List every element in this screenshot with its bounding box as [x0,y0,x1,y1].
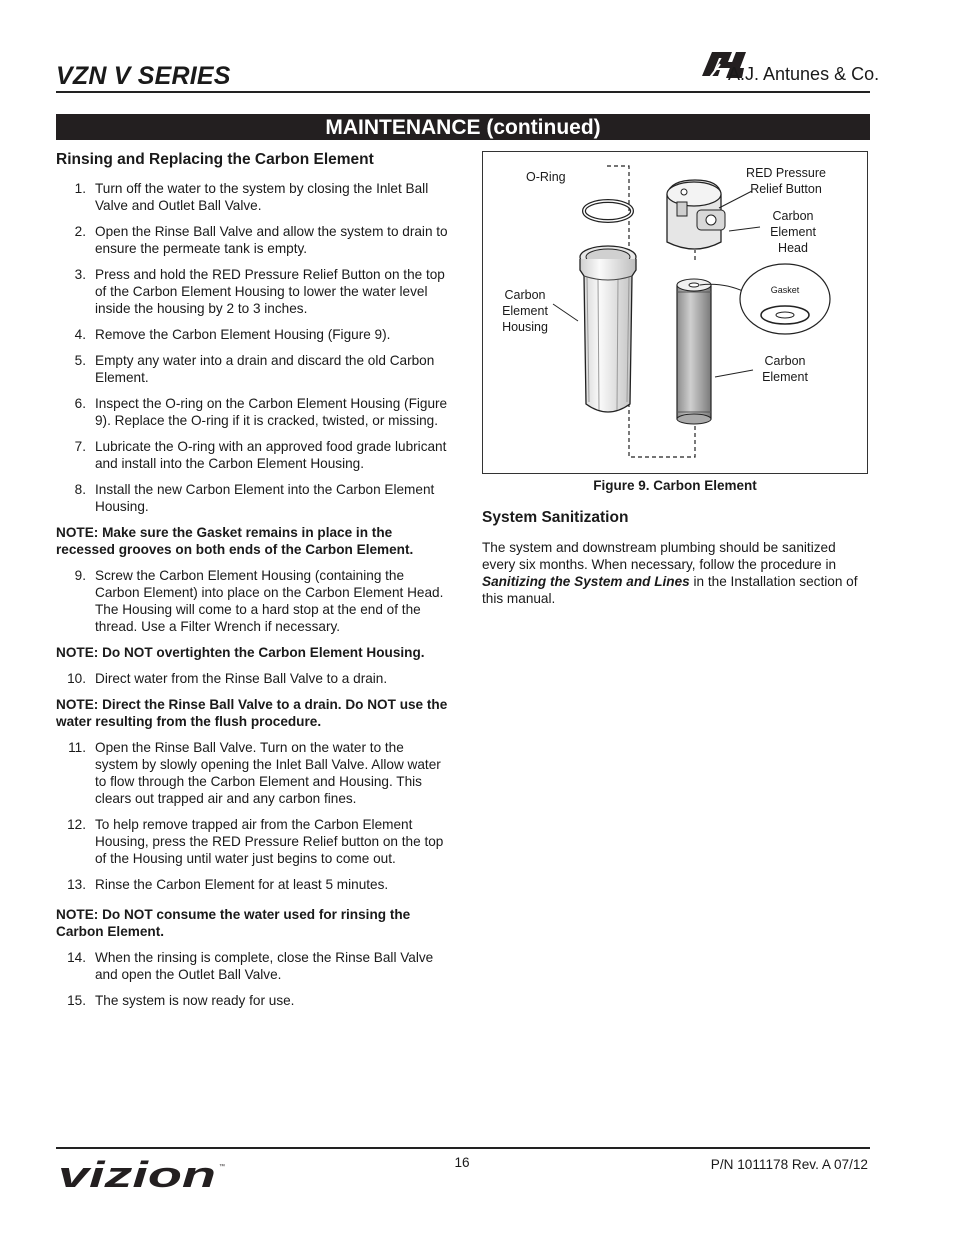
step-number: 4. [74,327,86,342]
rinsing-heading: Rinsing and Replacing the Carbon Element [56,151,374,168]
label-line: Relief Button [750,182,822,196]
step-text: Inspect the O-ring on the Carbon Element Housing (Figure 9). Replace the O-ring if it is cracked, twisted, or missing. [95,396,448,428]
step-number: 11. [68,740,86,755]
footer-rule [56,1147,870,1149]
label-line: Element [502,304,548,318]
para-text: The system and downstream plumbing should be sanitized every six months. When necessary, follow the procedure in [482,540,837,572]
section-banner: MAINTENANCE (continued) [56,114,870,140]
step-number: 10. [67,671,86,686]
page-number: 16 [454,1155,470,1170]
step-number: 13. [67,877,86,892]
label-line: Element [770,225,816,239]
step-text: Install the new Carbon Element into the Carbon Element Housing. [95,482,435,514]
vizion-logo-icon [56,1158,231,1190]
list-item [56,992,448,1009]
step-text: Press and hold the RED Pressure Relief Button on the top of the Carbon Element Housing to lower the water level inside the housing by 2 to 3 inches. [95,267,445,316]
para-text: in the Installation section of this manual. [482,574,858,606]
step-text: Screw the Carbon Element Housing (containing the Carbon Element) into place on the Carbon Element Head. The Housing will come to a hard stop at the end of the thread. Use a Filter Wrench if necessary. [95,568,444,634]
step-text: Open the Rinse Ball Valve. Turn on the water to the system by slowly opening the Inlet Ball Valve. Allow water to flow through the Carbon Element and Housing. This clears out trapped air and any carbon fines. [95,740,441,806]
label-relief-button [744,165,828,197]
part-number: P/N 1011178 Rev. A 07/12 [710,1157,868,1172]
list-item [56,949,448,983]
step-number: 9. [74,568,86,583]
step-number: 3. [74,267,86,282]
list-item [56,670,448,687]
figure-carbon-element [482,151,868,474]
note-drain: NOTE: Direct the Rinse Ball Valve to a drain. Do NOT use the water resulting from the flush procedure. [56,697,448,729]
label-gasket: Gasket [770,285,800,295]
step-number: 7. [74,439,86,454]
label-housing [498,287,552,335]
list-item [56,326,448,343]
step-number: 8. [74,482,86,497]
step-number: 1. [74,181,86,196]
step-number: 5. [74,353,86,368]
sanitization-paragraph [482,539,872,607]
label-line: Element [762,370,808,384]
step-number: 6. [74,396,86,411]
list-item [56,180,448,214]
para-emphasis: Sanitizing the System and Lines [482,574,690,589]
label-line: Carbon [764,354,806,368]
figure-caption: Figure 9. Carbon Element [593,478,757,493]
step-text: Lubricate the O-ring with an approved food grade lubricant and install into the Carbon Element Housing. [95,439,447,471]
leader-housing [553,304,578,321]
step-text: Turn off the water to the system by closing the Inlet Ball Valve and Outlet Ball Valve. [95,181,429,213]
company-name: A.J. Antunes & Co. [728,64,880,84]
step-text: Remove the Carbon Element Housing (Figure 9). [95,327,391,342]
label-line: RED Pressure [746,166,826,180]
note-gasket: NOTE: Make sure the Gasket remains in place in the recessed grooves on both ends of the Carbon Element. [56,525,414,557]
series-title: VZN V SERIES [56,62,231,90]
step-text: The system is now ready for use. [95,993,295,1008]
header-rule [56,91,870,93]
list-item [56,266,448,317]
step-text: Open the Rinse Ball Valve and allow the system to drain to ensure the permeate tank is empty. [95,224,448,256]
label-element-head [767,208,819,256]
label-o-ring: O-Ring [526,170,566,184]
list-item [56,395,448,429]
note-overtighten: NOTE: Do NOT overtighten the Carbon Element Housing. [56,645,425,660]
rinsing-procedure [56,180,448,1018]
list-item [56,567,448,635]
sanitization-heading: System Sanitization [482,509,629,526]
step-number: 2. [74,224,86,239]
step-text: Direct water from the Rinse Ball Valve to a drain. [95,671,388,686]
list-item [56,223,448,257]
label-carbon-element [757,353,813,385]
carbon-element-icon [677,285,711,419]
list-item [56,739,448,807]
step-text: To help remove trapped air from the Carbon Element Housing, press the RED Pressure Relief button on the top of the Housing until water just begins to come out. [95,817,444,866]
leader-element-head [729,227,760,231]
label-line: Housing [502,320,548,334]
list-item [56,438,448,472]
list-item [56,352,448,386]
list-item [56,816,448,867]
step-number: 14. [67,950,86,965]
step-text: When the rinsing is complete, close the Rinse Ball Valve and open the Outlet Ball Valve. [95,950,434,982]
label-line: Carbon [504,288,546,302]
list-item [56,481,448,515]
list-item [56,876,448,893]
trademark: ™ [219,1164,225,1170]
leader-carbon-element [715,370,753,377]
label-line: Head [778,241,808,255]
step-text: Rinse the Carbon Element for at least 5 minutes. [95,877,389,892]
logo-text: vizion [58,1158,216,1190]
label-line: Carbon [772,209,814,223]
step-text: Empty any water into a drain and discard the old Carbon Element. [95,353,435,385]
note-consume: NOTE: Do NOT consume the water used for rinsing the Carbon Element. [56,907,411,939]
step-number: 12. [67,817,86,832]
step-number: 15. [67,993,86,1008]
